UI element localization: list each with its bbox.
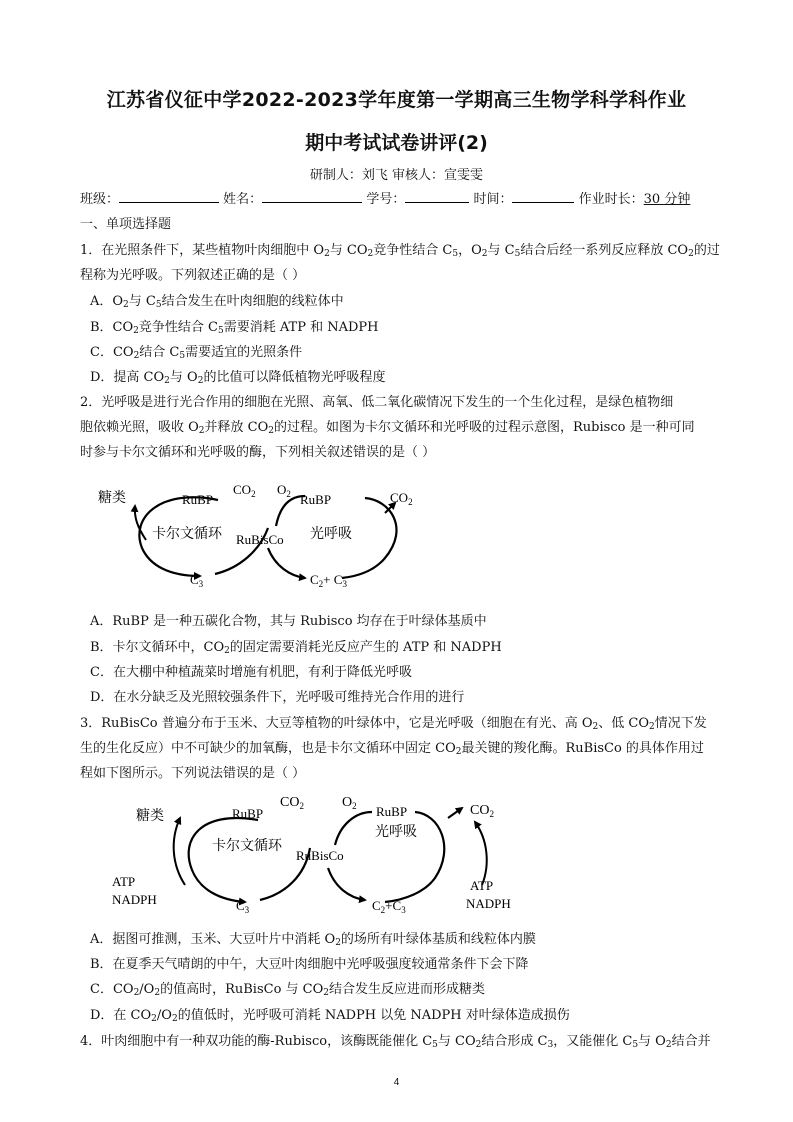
q1-option-d[interactable]: D．提高 $CO_2$与 $O_2$的比值可以降低植物光呼吸程度 <box>90 370 386 386</box>
rubp-right-label: RuBP <box>300 492 332 507</box>
rubisco-label: RuBisCo <box>296 848 344 863</box>
q2-option-d[interactable]: D．在水分缺乏及光照较强条件下，光呼吸可维持光合作用的进行 <box>90 690 465 705</box>
authors-line: 研制人：刘飞 审核人：宣雯雯 <box>309 168 484 183</box>
calvin-cycle-label: 卡尔文循环 <box>152 527 222 542</box>
q1-option-b[interactable]: B．$CO_2$竞争性结合 $C_5$需要消耗 ATP 和 NADPH <box>90 320 379 336</box>
photoresp-arc-top <box>335 812 372 845</box>
atp-right-label: ATP <box>470 878 494 893</box>
page-number: 4 <box>393 1077 400 1088</box>
q3-option-b[interactable]: B．在夏季天气晴朗的中午，大豆叶肉细胞中光呼吸强度较通常条件下会下降 <box>90 957 529 972</box>
section-heading: 一、单项选择题 <box>80 217 172 232</box>
c3-label: $C_3$ <box>236 898 250 915</box>
duration-label: 作业时长： <box>578 192 644 207</box>
photoresp-arc-bottom <box>268 548 305 578</box>
c2-c3-label: $C_2+C_3$ <box>372 898 406 915</box>
c3-label: $C_3$ <box>190 572 204 589</box>
rubp-left-label: RuBP <box>182 492 214 507</box>
class-field[interactable] <box>119 188 219 203</box>
co2-input-label: $CO_2$ <box>233 482 256 499</box>
q2-option-a[interactable]: A．RuBP 是一种五碳化合物，其与 Rubisco 均存在于叶绿体基质中 <box>90 614 487 629</box>
calvin-arc-left <box>189 818 258 902</box>
q1-stem-line2: 程称为光呼吸。下列叙述正确的是（ ） <box>80 268 306 283</box>
student-info-row <box>80 188 720 207</box>
class-label: 班级： <box>80 192 120 207</box>
nadph-right-label: NADPH <box>466 896 511 911</box>
q3-stem-line3: 程如下图所示。下列说法错误的是（ ） <box>80 766 306 781</box>
duration-value: 30 分钟 <box>643 192 691 207</box>
q2-stem-line2: 胞依赖光照，吸收 $O_2$并释放 $CO_2$的过程。如图为卡尔文循环和光呼吸的过程示意图，Rubisco 是一种可同 <box>80 420 695 436</box>
q2-stem-line1: 2．光呼吸是进行光合作用的细胞在光照、高氧、低二氧化碳情况下发生的一个生化过程，是绿色植物细 <box>80 395 674 410</box>
calvin-cycle-label: 卡尔文循环 <box>212 839 282 854</box>
sugar-label: 糖类 <box>98 491 126 506</box>
q4-stem-line1: 4．叶肉细胞中有一种双功能的酶-Rubisco，该酶既能催化 $C_5$与 $CO_2$结合形成 $C_3$，又能催化 $C_5$与 $O_2$结合并 <box>80 1034 711 1050</box>
q1-option-c[interactable]: C．$CO_2$结合 $C_5$需要适宜的光照条件 <box>90 345 303 361</box>
q2-option-b[interactable]: B．卡尔文循环中，$CO_2$的固定需要消耗光反应产生的 ATP 和 NADPH <box>90 640 502 656</box>
photorespiration-label: 光呼吸 <box>375 825 417 840</box>
q2-stem-line3: 时参与卡尔文循环和光呼吸的酶，下列相关叙述错误的是（ ） <box>80 445 436 460</box>
c2-c3-label: $C_2+ C_3$ <box>310 572 347 589</box>
photoresp-arc-bottom <box>328 868 365 900</box>
atp-right-arrow <box>475 822 487 885</box>
photorespiration-label: 光呼吸 <box>310 527 352 542</box>
time-field[interactable] <box>512 188 574 203</box>
name-field[interactable] <box>262 188 362 203</box>
q3-option-a[interactable]: A．据图可推测，玉米、大豆叶片中消耗 $O_2$的场所有叶绿体基质和线粒体内膜 <box>90 932 536 948</box>
q3-option-d[interactable]: D．在 $CO_2/O_2$的值低时，光呼吸可消耗 NADPH 以免 NADPH 对叶绿体造成损伤 <box>90 1008 570 1024</box>
rubp-right-label: RuBP <box>376 804 408 819</box>
name-label: 姓名： <box>223 192 263 207</box>
q1-option-a[interactable]: A．$O_2$与 $C_5$结合发生在叶肉细胞的线粒体中 <box>90 294 344 310</box>
q3-option-c[interactable]: C．$CO_2/O_2$的值高时，RuBisCo 与 $CO_2$结合发生反应进而形成糖类 <box>90 982 486 998</box>
co2-output-label: $CO_2$ <box>390 490 413 507</box>
document-title: 江苏省仪征中学2022-2023学年度第一学期高三生物学科学科作业 <box>106 89 687 111</box>
calvin-photorespiration-diagram-2 <box>110 790 530 915</box>
rubisco-label: RuBisCo <box>236 532 284 547</box>
q1-stem-line1: 1．在光照条件下，某些植物叶肉细胞中 $O_2$与 $CO_2$竞争性结合 $C_5$，$O_2$与 $C_5$结合后经一系列反应释放 $CO_2$的过 <box>80 243 720 259</box>
sugar-label: 糖类 <box>136 809 164 824</box>
q2-option-c[interactable]: C．在大棚中种植蔬菜时增施有机肥，有利于降低光呼吸 <box>90 665 412 680</box>
time-label: 时间： <box>473 192 513 207</box>
rubp-left-label: RuBP <box>232 806 264 821</box>
co2-release-arrow <box>448 808 462 818</box>
calvin-photorespiration-diagram-1 <box>90 478 430 593</box>
co2-input-label: $CO_2$ <box>280 795 304 811</box>
atp-left-label: ATP <box>112 874 136 889</box>
student-id-field[interactable] <box>405 188 469 203</box>
student-id-label: 学号： <box>366 192 406 207</box>
co2-output-label: $CO_2$ <box>470 803 494 819</box>
q3-stem-line1: 3．RuBisCo 普遍分布于玉米、大豆等植物的叶绿体中，它是光呼吸（细胞在有光、高 $O_2$、低 $CO_2$情况下发 <box>80 716 707 732</box>
document-subtitle: 期中考试试卷讲评(2) <box>305 132 488 154</box>
o2-input-label: $O_2$ <box>342 795 357 811</box>
q3-stem-line2: 生的生化反应）中不可缺少的加氧酶，也是卡尔文循环中固定 $CO_2$最关键的羧化酶。RuBisCo 的具体作用过 <box>80 741 704 757</box>
o2-input-label: $O_2$ <box>277 482 291 499</box>
nadph-left-label: NADPH <box>112 892 157 907</box>
sugar-arrow <box>174 818 185 885</box>
